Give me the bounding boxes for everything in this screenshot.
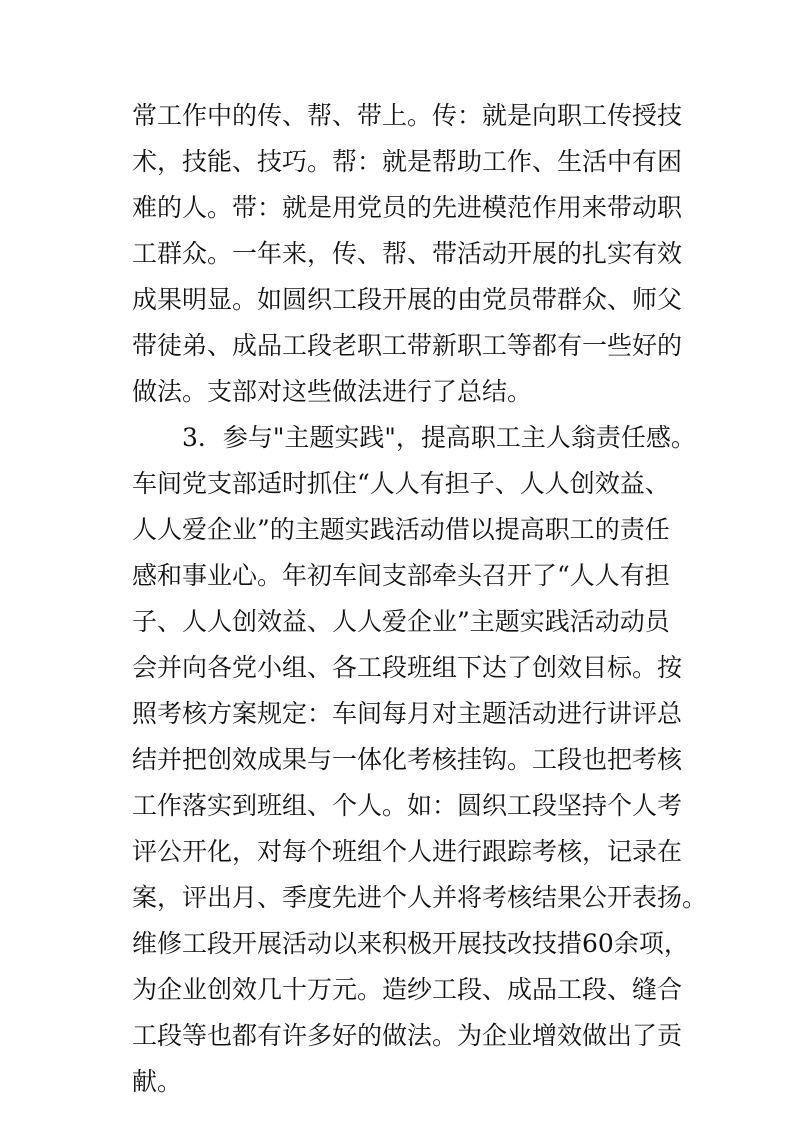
section-heading-line: 3．参与"主题实践"，提高职工主人翁责任感。 [182,423,696,452]
text-line: 难的人。带：就是用党员的先进模范作用来带动职 [132,193,683,222]
text-line: 工段等也都有许多好的做法。为企业增效做出了贡 [132,1021,683,1050]
text-line: 案，评出月、季度先进个人并将考核结果公开表扬。 [132,883,708,912]
text-line: 人人爱企业”的主题实践活动借以提高职工的责任 [132,515,670,544]
text-line: 献。 [132,1067,183,1096]
text-line: 工群众。一年来，传、帮、带活动开展的扎实有效 [132,239,683,268]
document-body [132,93,708,1105]
text-line: 车间党支部适时抓住“人人有担子、人人创效益、 [132,469,670,498]
text-line: 照考核方案规定：车间每月对主题活动进行讲评总 [132,699,683,728]
text-line: 做法。支部对这些做法进行了总结。 [132,377,533,406]
text-line: 结并把创效成果与一体化考核挂钩。工段也把考核 [132,745,683,774]
text-line: 为企业创效几十万元。造纱工段、成品工段、缝合 [132,975,683,1004]
text-line: 维修工段开展活动以来积极开展技改技措60余项， [132,929,689,958]
text-line: 工作落实到班组、个人。如：圆织工段坚持个人考 [132,791,683,820]
text-line: 术，技能、技巧。帮：就是帮助工作、生活中有困 [132,147,683,176]
text-line: 带徒弟、成品工段老职工带新职工等都有一些好的 [132,331,683,360]
text-line: 会并向各党小组、各工段班组下达了创效目标。按 [132,653,683,682]
text-line: 子、人人创效益、人人爱企业”主题实践活动动员 [132,607,670,636]
text-line: 常工作中的传、帮、带上。传：就是向职工传授技 [132,101,683,130]
text-line: 评公开化，对每个班组个人进行跟踪考核，记录在 [132,837,683,866]
text-line: 成果明显。如圆织工段开展的由党员带群众、师父 [132,285,683,314]
text-line: 感和事业心。年初车间支部牵头召开了“人人有担 [132,561,670,590]
